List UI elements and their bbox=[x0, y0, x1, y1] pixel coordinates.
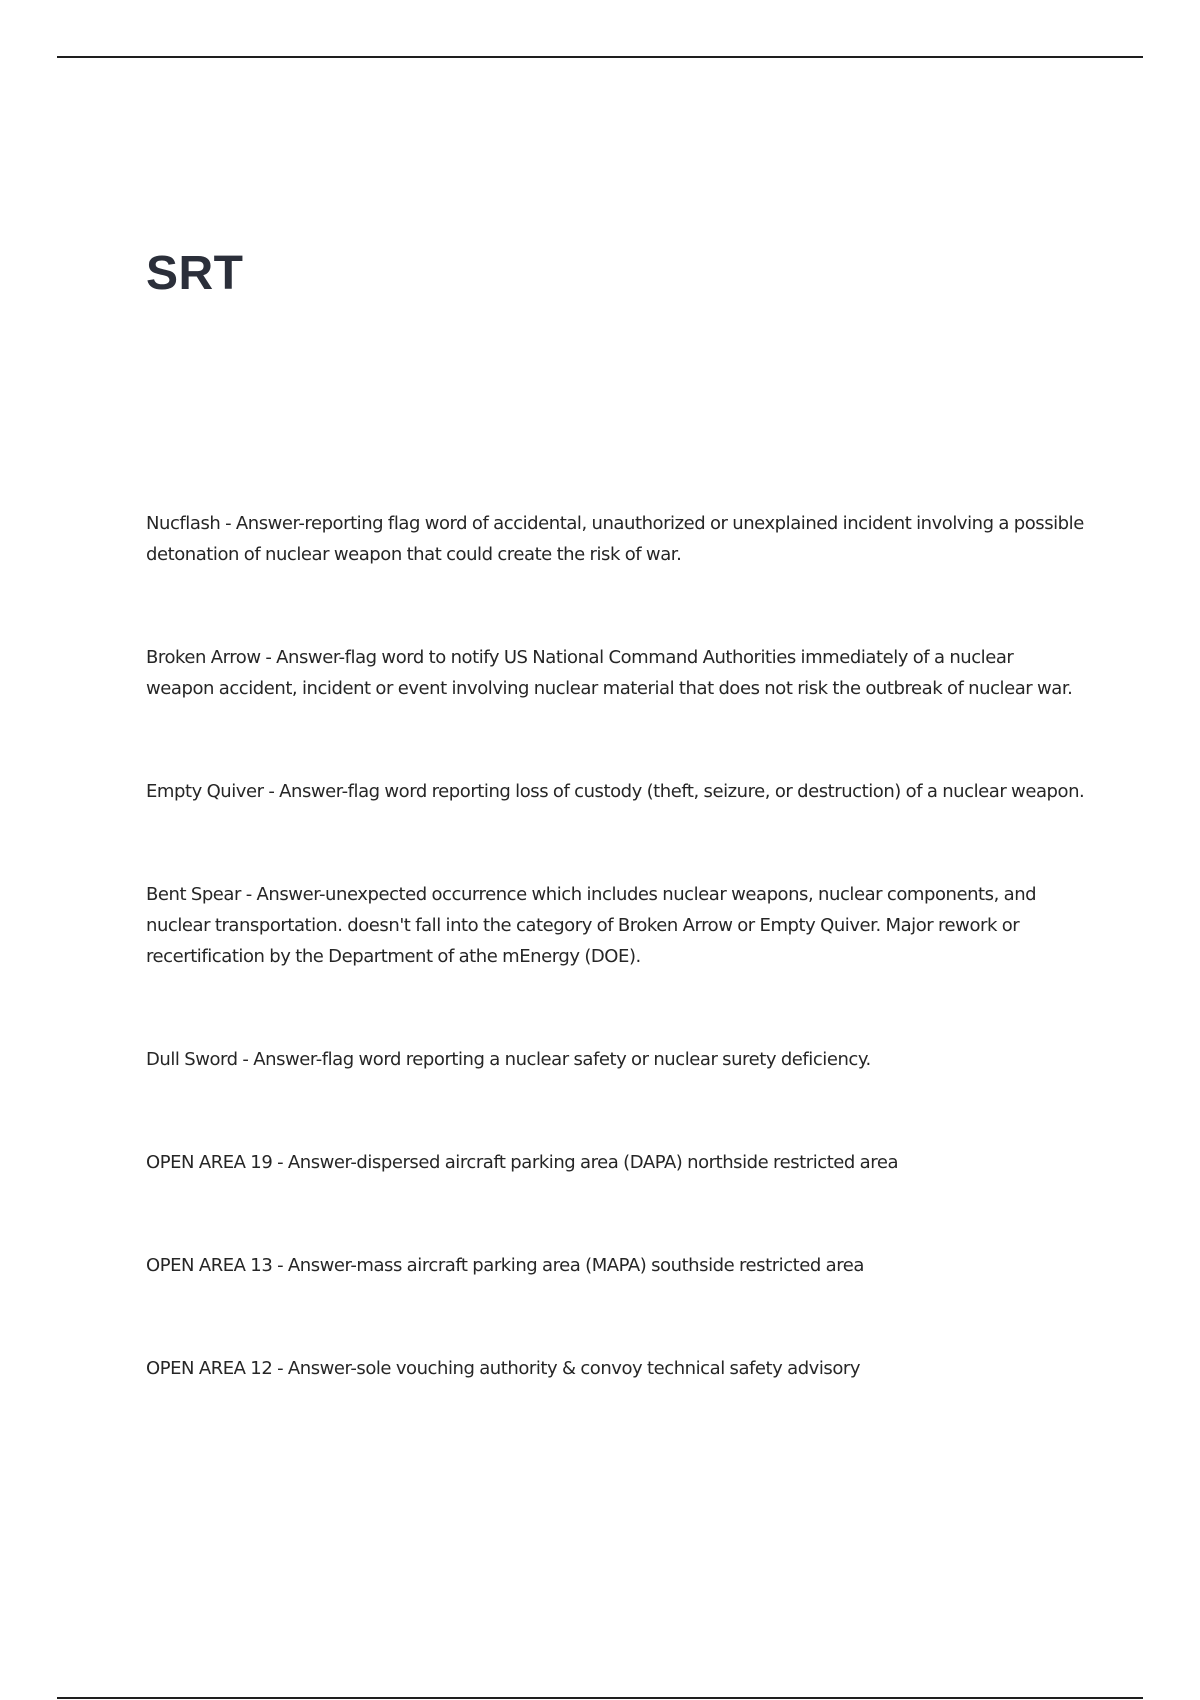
flashcard-entry-open-area-12: OPEN AREA 12 - Answer-sole vouching authority & convoy technical safety advisory bbox=[146, 1358, 861, 1379]
flashcard-entry-broken-arrow: Broken Arrow - Answer-flag word to notify US National Command Authorities immediately of a nuclear weapon accident, incident or event involving nuclear material that does not risk the outbreak of nuclear war. bbox=[146, 647, 1073, 699]
bottom-divider bbox=[57, 1697, 1143, 1699]
document-title: SRT bbox=[146, 247, 244, 300]
flashcard-entry-open-area-19: OPEN AREA 19 - Answer-dispersed aircraft parking area (DAPA) northside restricted area bbox=[146, 1152, 899, 1173]
top-divider bbox=[57, 56, 1143, 58]
flashcard-entry-open-area-13: OPEN AREA 13 - Answer-mass aircraft parking area (MAPA) southside restricted area bbox=[146, 1255, 864, 1276]
flashcard-entry-dull-sword: Dull Sword - Answer-flag word reporting a nuclear safety or nuclear surety deficiency. bbox=[146, 1049, 871, 1070]
flashcard-entry-bent-spear: Bent Spear - Answer-unexpected occurrence which includes nuclear weapons, nuclear components, and nuclear transportation. doesn't fall into the category of Broken Arrow or Empty Quiver. Major rework or recertification by the Department of athe mEnergy (DOE). bbox=[146, 884, 1037, 967]
flashcard-entry-nucflash: Nucflash - Answer-reporting flag word of accidental, unauthorized or unexplained incident involving a possible detonation of nuclear weapon that could create the risk of war. bbox=[146, 513, 1084, 565]
flashcard-entry-empty-quiver: Empty Quiver - Answer-flag word reporting loss of custody (theft, seizure, or destruction) of a nuclear weapon. bbox=[146, 781, 1085, 802]
flashcard-list bbox=[146, 508, 1086, 1384]
